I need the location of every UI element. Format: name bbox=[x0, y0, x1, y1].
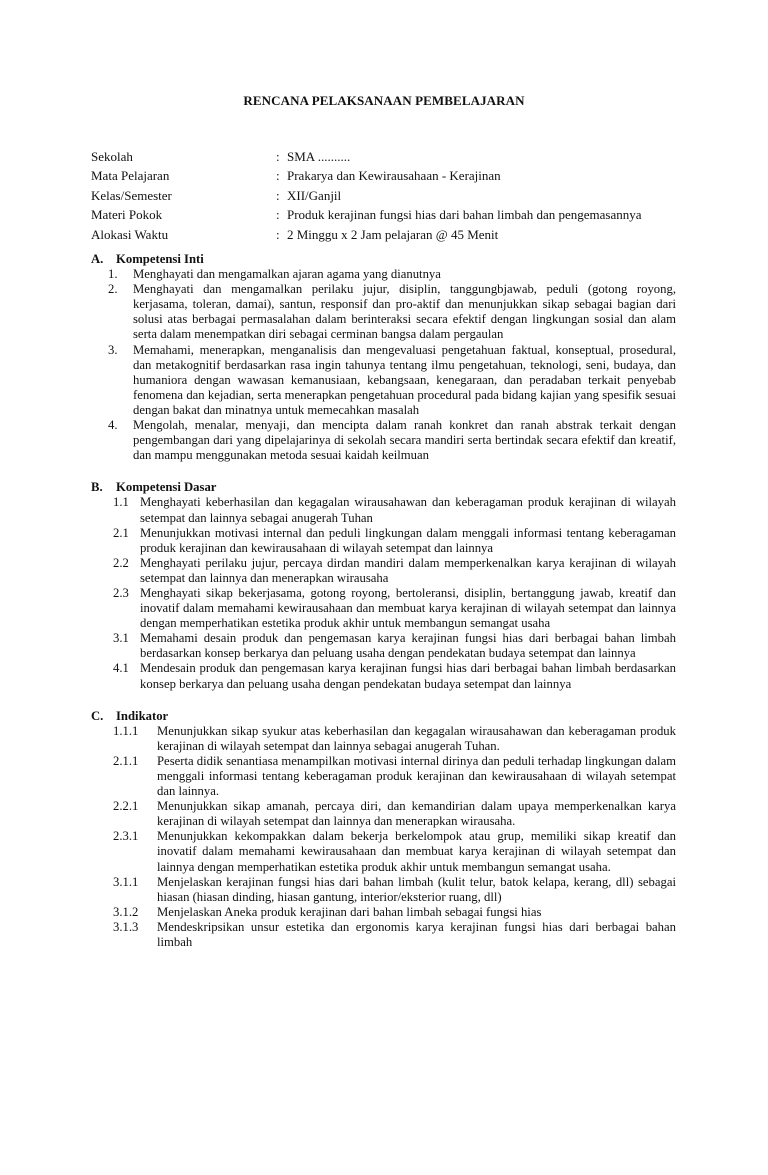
section-title: Kompetensi Inti bbox=[116, 252, 204, 266]
identity-label: Sekolah bbox=[91, 149, 133, 164]
item-number: 3.1.2 bbox=[113, 904, 139, 919]
identity-row-sekolah bbox=[91, 147, 691, 166]
section-letter: B. bbox=[91, 480, 103, 495]
section-title: Kompetensi Dasar bbox=[116, 480, 217, 495]
list-item bbox=[91, 875, 676, 905]
section-kompetensi-inti bbox=[91, 252, 676, 463]
item-text: Menunjukkan sikap amanah, percaya diri, dan kemandirian dalam upaya memperkenalkan karya kerajinan di wilayah setempat dan lainnya dan menerapkan wirausaha. bbox=[157, 799, 676, 829]
identity-value: XII/Ganjil bbox=[287, 187, 342, 203]
document-title: RENCANA PELAKSANAAN PEMBELAJARAN bbox=[243, 93, 525, 108]
identity-value: 2 Minggu x 2 Jam pelajaran @ 45 Menit bbox=[287, 226, 499, 242]
item-text: Menghayati keberhasilan dan kegagalan wirausahawan dan keberagaman produk kerajinan di wilayah setempat dan lainnya sebagai anugerah Tuhan bbox=[140, 495, 676, 525]
section-heading bbox=[91, 709, 676, 724]
identity-colon: : bbox=[276, 187, 280, 203]
item-number: 2.1.1 bbox=[113, 753, 139, 768]
identity-label: Materi Pokok bbox=[91, 207, 163, 223]
section-letter: C. bbox=[91, 708, 104, 723]
list-item bbox=[91, 343, 676, 418]
identity-colon: : bbox=[276, 226, 280, 242]
identity-label: Kelas/Semester bbox=[91, 187, 172, 203]
section-letter: A. bbox=[91, 252, 104, 266]
identity-colon: : bbox=[276, 207, 280, 223]
section-kompetensi-dasar bbox=[91, 480, 676, 691]
identity-colon: : bbox=[276, 168, 280, 184]
list-item bbox=[91, 282, 676, 342]
item-number: 3.1.1 bbox=[113, 874, 139, 889]
identity-value: Produk kerajinan fungsi hias dari bahan limbah dan pengemasannya bbox=[287, 207, 642, 223]
list-item bbox=[91, 829, 676, 874]
section-indikator bbox=[91, 709, 676, 951]
item-number: 1.1.1 bbox=[113, 723, 139, 738]
list-item bbox=[91, 418, 676, 463]
item-text: Mengolah, menalar, menyaji, dan mencipta dalam ranah konkret dan ranah abstrak terkait dengan pengembangan dari yang dipelajarinya di sekolah secara mandiri serta bertindak secara efektif dan kreatif, dan mampu menggunakan metoda sesuai kaidah keilmuan bbox=[133, 418, 676, 463]
item-text: Menunjukkan sikap syukur atas keberhasilan dan kegagalan wirausahawan dan keberagaman produk kerajinan di wilayah setempat dan lainnya sebagai anugerah Tuhan. bbox=[157, 723, 676, 753]
list-item bbox=[91, 586, 676, 631]
identity-row-mata-pelajaran bbox=[91, 166, 691, 185]
item-number: 2.3.1 bbox=[113, 829, 139, 844]
list-item bbox=[91, 905, 676, 920]
item-text: Memahami desain produk dan pengemasan karya kerajinan fungsi hias dari berbagai bahan limbah berdasarkan konsep berkarya dan peluang usaha dengan pendekatan budaya setempat dan lainnya bbox=[140, 631, 676, 661]
identity-row-alokasi-waktu bbox=[91, 225, 691, 244]
item-text: Memahami, menerapkan, menganalisis dan mengevaluasi pengetahuan faktual, konseptual, prosedural, dan metakognitif berdasarkan rasa ingin tahunya tentang ilmu pengetahuan, teknologi, seni, budaya, dan humaniora dengan wawasan kemanusiaan, kebangsaan, kenegaraan, dan peradaban terkait penyebab fenomena dan kejadian, serta menerapkan pengetahuan procedural pada bidang kajian yang spesifik sesuai dengan bakat dan minatnya untuk memecahkan masalah bbox=[133, 342, 676, 417]
identity-row-materi-pokok bbox=[91, 205, 691, 224]
item-number: 2.2 bbox=[113, 555, 129, 570]
item-text: Mendeskripsikan unsur estetika dan ergonomis karya kerajinan fungsi hias dari berbagai bahan limbah bbox=[157, 919, 676, 950]
section-heading bbox=[91, 252, 676, 267]
list-item bbox=[91, 920, 676, 950]
item-number: 3. bbox=[108, 342, 118, 357]
item-text: Peserta didik senantiasa menampilkan motivasi internal dirinya dan peduli terhadap lingkungan dalam menggali informasi tentang keberagaman produk kerajinan dan kewirausahaan di wilayah setempat dan lainnya. bbox=[157, 753, 676, 799]
list-item bbox=[91, 495, 676, 525]
item-number: 2.2.1 bbox=[113, 799, 139, 814]
item-text: Menjelaskan kerajinan fungsi hias dari bahan limbah (kulit telur, batok kelapa, kerang, dll) sebagai hiasan (hiasan dinding, hiasan gantung, interior/eksterior ruang, dll) bbox=[157, 874, 676, 904]
list-item bbox=[91, 661, 676, 691]
item-text: Mendesain produk dan pengemasan karya kerajinan fungsi hias dari berbagai bahan limbah berdasarkan konsep berkarya dan peluang usaha dengan pendekatan budaya setempat dan lainnya bbox=[140, 661, 676, 691]
list-item bbox=[91, 724, 676, 754]
item-text: Menunjukkan motivasi internal dan peduli lingkungan dalam menggali informasi tentang keberagaman produk kerajinan dan kewirausahaan di wilayah setempat dan lainnya bbox=[140, 525, 676, 555]
item-text: Menghayati dan mengamalkan perilaku jujur, disiplin, tanggungbjawab, peduli (gotong royong, kerjasama, toleran, damai), santun, responsif dan pro-aktif dan menunjukkan sikap sebagai bagian dari solusi atas berbagai permasalahan dalam berinteraksi secara efektif dengan lingkungan sosial dan alam serta dalam menempatkan diri sebagai cerminan bangsa dalam pergaulan bbox=[133, 282, 676, 342]
item-number: 4.1 bbox=[113, 661, 129, 676]
item-text: Menghayati dan mengamalkan ajaran agama yang dianutnya bbox=[133, 267, 441, 282]
list-item bbox=[91, 556, 676, 586]
section-title: Indikator bbox=[116, 708, 169, 723]
item-number: 3.1 bbox=[113, 631, 129, 646]
item-number: 3.1.3 bbox=[113, 919, 139, 934]
identity-value: Prakarya dan Kewirausahaan - Kerajinan bbox=[287, 168, 501, 184]
identity-label: Alokasi Waktu bbox=[91, 226, 169, 242]
item-text: Menghayati sikap bekerjasama, gotong royong, bertoleransi, disiplin, bertanggung jawab, kreatif dan inovatif dalam memahami kewirausahaan dan membuat karya kerajinan di wilayah setempat dan lainnya dengan memperhatikan estetika produk akhir untuk membangun semangat usaha bbox=[140, 585, 676, 631]
item-text: Menghayati perilaku jujur, percaya dirdan mandiri dalam memperkenalkan karya kerajinan di wilayah setempat dan lainnya dan menerapkan wirausaha bbox=[140, 555, 676, 585]
list-item bbox=[91, 754, 676, 799]
identity-table bbox=[91, 147, 691, 244]
item-number: 1. bbox=[108, 267, 118, 282]
identity-value: SMA .......... bbox=[287, 149, 351, 164]
list-item bbox=[91, 631, 676, 661]
list-item bbox=[91, 526, 676, 556]
item-number: 4. bbox=[108, 418, 118, 433]
list-item bbox=[91, 799, 676, 829]
identity-colon: : bbox=[276, 149, 280, 164]
item-number: 1.1 bbox=[113, 495, 129, 510]
list-item bbox=[91, 267, 676, 282]
document-body bbox=[91, 252, 676, 967]
item-text: Menjelaskan Aneka produk kerajinan dari bahan limbah sebagai fungsi hias bbox=[157, 904, 542, 919]
identity-row-kelas-semester bbox=[91, 186, 691, 205]
item-number: 2.1 bbox=[113, 525, 129, 540]
identity-label: Mata Pelajaran bbox=[91, 168, 170, 184]
item-number: 2.3 bbox=[113, 585, 129, 600]
item-number: 2. bbox=[108, 282, 118, 297]
section-heading bbox=[91, 480, 676, 495]
item-text: Menunjukkan kekompakkan dalam bekerja berkelompok atau grup, memiliki sikap kreatif dan inovatif dalam memahami kewirausahaan dan membuat karya kerajinan di wilayah setempat dan lainnya dengan memperhatikan estetika produk akhir untuk membangun semangat usaha. bbox=[157, 829, 676, 874]
